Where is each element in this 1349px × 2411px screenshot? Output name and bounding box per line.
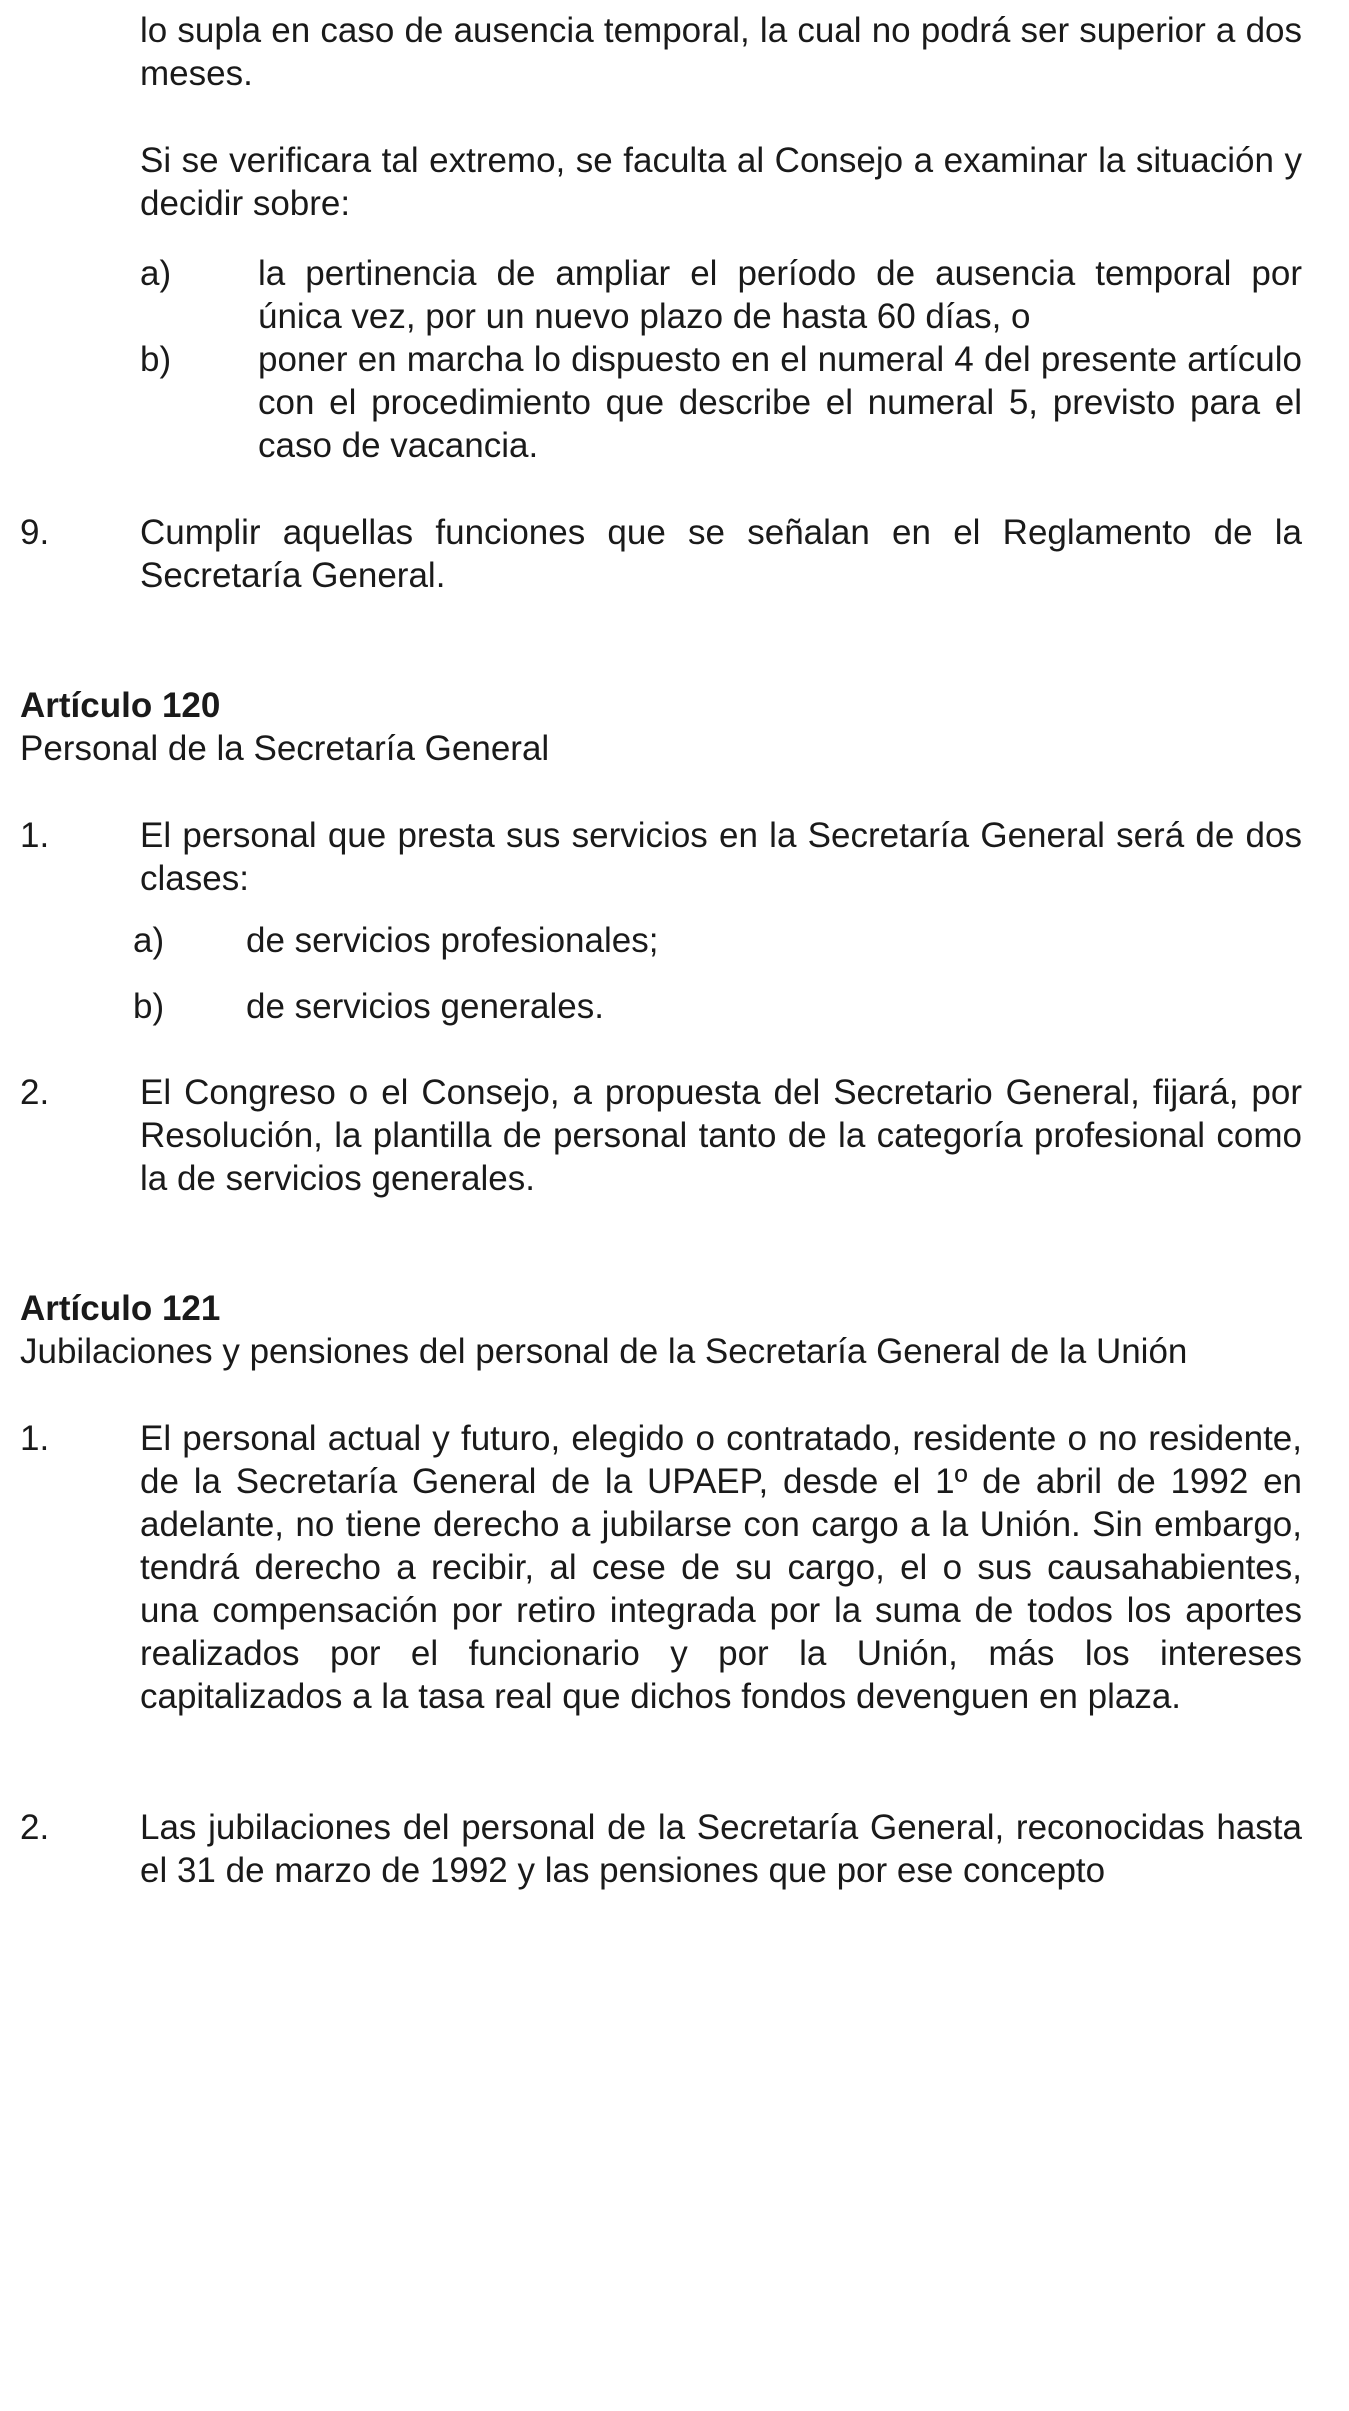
article-120-item-1-text: El personal que presta sus servicios en la Secretaría General será de dos clases: [140, 816, 1302, 898]
article-120-item-1-number: 1. [20, 816, 50, 855]
article-121-heading: Artículo 121 [20, 1289, 221, 1328]
option-b-text: poner en marcha lo dispuesto en el numeral 4 del presente artículo con el procedimiento que describe el numeral 5, previsto para el caso de vacancia. [258, 340, 1302, 465]
item-9-text: Cumplir aquellas funciones que se señalan en el Reglamento de la Secretaría General. [140, 513, 1302, 595]
council-paragraph: Si se verificara tal extremo, se faculta al Consejo a examinar la situación y decidir sobre: [140, 141, 1302, 223]
article-120-item-2-text: El Congreso o el Consejo, a propuesta del Secretario General, fijará, por Resolución, la plantilla de personal tanto de la categoría profesional como la de servicios generales. [140, 1073, 1302, 1198]
article-121-subtitle: Jubilaciones y pensiones del personal de la Secretaría General de la Unión [20, 1332, 1188, 1371]
article-121-item-1-text: El personal actual y futuro, elegido o contratado, residente o no residente, de la Secretaría General de la UPAEP, desde el 1º de abril de 1992 en adelante, no tiene derecho a jubilarse con cargo a la Unión. Sin embargo, tendrá derecho a recibir, al cese de su cargo, el o sus causahabientes, una compensación por retiro integrada por la suma de todos los aportes realizados por el funcionario y por la Unión, más los intereses capitalizados a la tasa real que dichos fondos devenguen en plaza. [140, 1419, 1302, 1716]
option-a-text: la pertinencia de ampliar el período de ausencia temporal por única vez, por un nuevo plazo de hasta 60 días, o [258, 254, 1302, 336]
article-120-heading: Artículo 120 [20, 686, 221, 725]
article-120-item-2-number: 2. [20, 1073, 50, 1112]
option-a-marker: a) [140, 254, 172, 293]
article-121-item-2-number: 2. [20, 1808, 50, 1847]
article-120-subitem-b-text: de servicios generales. [246, 987, 604, 1026]
option-b-marker: b) [140, 340, 172, 379]
article-120-subitem-a-marker: a) [133, 921, 165, 960]
article-120-subitem-b-marker: b) [133, 987, 165, 1026]
article-120-subtitle: Personal de la Secretaría General [20, 729, 550, 768]
item-9-number: 9. [20, 513, 50, 552]
article-121-item-1-number: 1. [20, 1419, 50, 1458]
article-121-item-2-text: Las jubilaciones del personal de la Secretaría General, reconocidas hasta el 31 de marzo de 1992 y las pensiones que por ese concepto [140, 1808, 1302, 1890]
article-120-subitem-a-text: de servicios profesionales; [246, 921, 659, 960]
carry-over-paragraph: lo supla en caso de ausencia temporal, la cual no podrá ser superior a dos meses. [140, 11, 1302, 93]
